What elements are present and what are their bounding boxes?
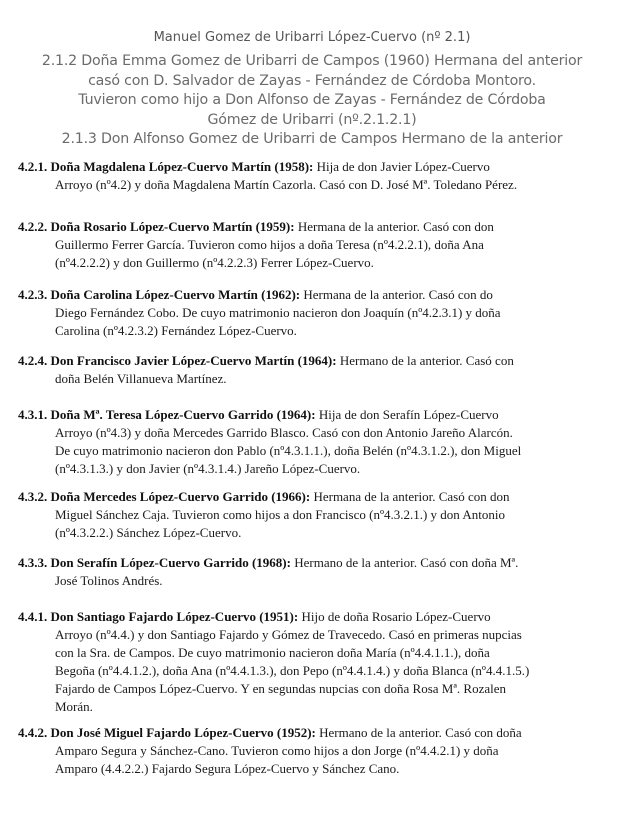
entry-id: 4.3.1. bbox=[18, 407, 48, 422]
entry-text: (nº4.2.2.2) y don Guillermo (nº4.2.2.3) Ferrer López-Cuervo. bbox=[55, 255, 374, 270]
entry-text: Carolina (nº4.2.3.2) Fernández López-Cuervo. bbox=[55, 323, 297, 338]
entry-text: con la Sra. de Campos. De cuyo matrimonio nacieron doña María (nº4.4.1.1.), doña bbox=[55, 645, 490, 660]
entry-4-2-1 bbox=[18, 158, 596, 194]
entry-text: Hermano de la anterior. Casó con doña Mª. bbox=[294, 555, 519, 570]
entry-name: Don José Miguel Fajardo López-Cuervo (1952): bbox=[50, 725, 316, 740]
entry-text: Amparo (4.4.2.2.) Fajardo Segura López-Cuervo y Sánchez Cano. bbox=[55, 761, 400, 776]
entry-text: Morán. bbox=[55, 699, 93, 714]
entry-text: Hermano de la anterior. Casó con doña bbox=[319, 725, 522, 740]
entry-name: Don Francisco Javier López-Cuervo Martín (1964): bbox=[50, 353, 337, 368]
entry-4-2-4 bbox=[18, 352, 596, 388]
entry-text: Miguel Sánchez Caja. Tuvieron como hijos a don Francisco (nº4.3.2.1.) y don Antonio bbox=[55, 507, 505, 522]
entry-id: 4.3.3. bbox=[18, 555, 48, 570]
entry-text: doña Belén Villanueva Martínez. bbox=[55, 371, 227, 386]
entry-text: José Tolinos Andrés. bbox=[55, 573, 163, 588]
header-line: Tuvieron como hijo a Don Alfonso de Zayas - Fernández de Córdoba bbox=[78, 92, 546, 108]
entry-text: Begoña (nº4.4.1.2.), doña Ana (nº4.4.1.3.), don Pepo (nº4.4.1.4.) y doña Blanca (nº4.4.1.5.) bbox=[55, 663, 530, 678]
entry-text: Hermana de la anterior. Casó con do bbox=[303, 287, 493, 302]
entry-text: Arroyo (nº4.4.) y don Santiago Fajardo y Gómez de Travecedo. Casó en primeras nupcias bbox=[55, 627, 522, 642]
entry-text: Hija de don Javier López-Cuervo bbox=[316, 159, 490, 174]
entry-name: Don Serafín López-Cuervo Garrido (1968): bbox=[50, 555, 291, 570]
entry-id: 4.4.1. bbox=[18, 609, 48, 624]
entry-name: Don Santiago Fajardo López-Cuervo (1951): bbox=[50, 609, 299, 624]
entry-text: Hermano de la anterior. Casó con bbox=[339, 353, 514, 368]
entry-text: Guillermo Ferrer García. Tuvieron como hijos a doña Teresa (nº4.2.2.1), doña Ana bbox=[55, 237, 484, 252]
entry-text: De cuyo matrimonio nacieron don Pablo (nº4.3.1.1.), doña Belén (nº4.3.1.2.), don Miguel bbox=[55, 443, 522, 458]
header-line: 2.1.3 Don Alfonso Gomez de Uribarri de Campos Hermano de la anterior bbox=[61, 131, 563, 147]
entry-4-3-3 bbox=[18, 554, 596, 590]
entry-id: 4.2.4. bbox=[18, 353, 48, 368]
entry-text: Hermana de la anterior. Casó con don bbox=[313, 489, 510, 504]
entry-name: Doña Rosario López-Cuervo Martín (1959): bbox=[50, 219, 295, 234]
header-block bbox=[0, 52, 624, 150]
entry-text: Diego Fernández Cobo. De cuyo matrimonio nacieron don Joaquín (nº4.2.3.1) y doña bbox=[55, 305, 501, 320]
entry-id: 4.3.2. bbox=[18, 489, 48, 504]
entry-text: (nº4.3.1.3.) y don Javier (nº4.3.1.4.) Jareño López-Cuervo. bbox=[55, 461, 361, 476]
entry-4-4-2 bbox=[18, 724, 596, 778]
entry-name: Doña Magdalena López-Cuervo Martín (1958): bbox=[50, 159, 314, 174]
entry-4-3-1 bbox=[18, 406, 596, 478]
entry-text: Arroyo (nº4.2) y doña Magdalena Martín Cazorla. Casó con D. José Mª. Toledano Pérez. bbox=[55, 177, 518, 192]
entry-name: Doña Carolina López-Cuervo Martín (1962): bbox=[50, 287, 301, 302]
entry-4-2-2 bbox=[18, 218, 596, 272]
entry-id: 4.2.1. bbox=[18, 159, 48, 174]
entry-id: 4.4.2. bbox=[18, 725, 48, 740]
header-line: 2.1.2 Doña Emma Gomez de Uribarri de Campos (1960) Hermana del anterior bbox=[41, 53, 583, 69]
entry-4-3-2 bbox=[18, 488, 596, 542]
entry-name: Doña Mercedes López-Cuervo Garrido (1966): bbox=[50, 489, 311, 504]
cut-off-line: Manuel Gomez de Uribarri López-Cuervo (nº 2.1) bbox=[153, 30, 471, 45]
header-line: Gómez de Uribarri (nº.2.1.2.1) bbox=[207, 111, 417, 128]
entry-text: Arroyo (nº4.3) y doña Mercedes Garrido Blasco. Casó con don Antonio Jareño Alarcón. bbox=[55, 425, 513, 440]
entry-text: Amparo Segura y Sánchez-Cano. Tuvieron como hijos a don Jorge (nº4.4.2.1) y doña bbox=[55, 743, 499, 758]
entry-text: Hermana de la anterior. Casó con don bbox=[297, 219, 494, 234]
entry-text: Hijo de doña Rosario López-Cuervo bbox=[301, 609, 491, 624]
entry-4-4-1 bbox=[18, 608, 596, 716]
entry-name: Doña Mª. Teresa López-Cuervo Garrido (1964): bbox=[50, 407, 316, 422]
entry-id: 4.2.2. bbox=[18, 219, 48, 234]
entry-text: Fajardo de Campos López-Cuervo. Y en segundas nupcias con doña Rosa Mª. Rozalen bbox=[55, 681, 507, 696]
entry-text: (nº4.3.2.2.) Sánchez López-Cuervo. bbox=[55, 525, 242, 540]
entry-4-2-3 bbox=[18, 286, 596, 340]
entry-id: 4.2.3. bbox=[18, 287, 48, 302]
header-line: casó con D. Salvador de Zayas - Fernández de Córdoba Montoro. bbox=[88, 72, 536, 89]
entry-text: Hija de don Serafín López-Cuervo bbox=[318, 407, 499, 422]
